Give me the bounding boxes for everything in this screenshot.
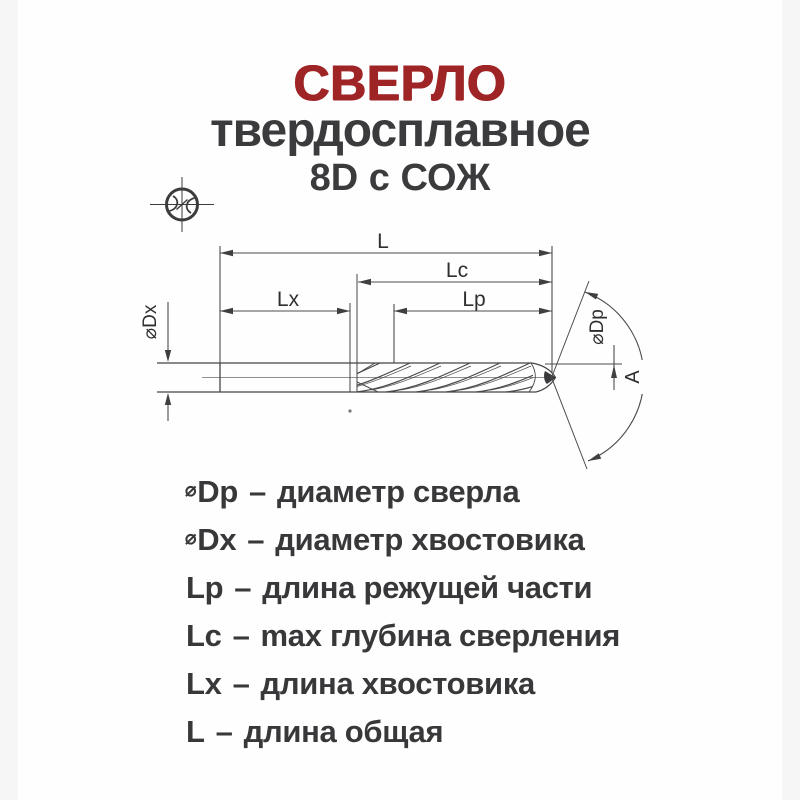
legend-item-lp (185, 563, 620, 611)
legend-label: Lp (186, 570, 224, 606)
legend-dash: – (215, 714, 233, 750)
legend-label: L (186, 714, 205, 750)
dim-label-max-depth: Lc (445, 259, 469, 282)
diameter-symbol: ⌀ (185, 528, 197, 549)
legend-dash: – (249, 474, 266, 510)
legend-dash: – (247, 522, 265, 558)
legend-label: Lx (186, 666, 222, 702)
dim-label-point-angle: A (622, 370, 644, 384)
legend-item-dp (185, 467, 620, 515)
legend-dash: – (232, 618, 250, 654)
legend-label: Dx (197, 522, 237, 558)
front-view-icon (150, 177, 214, 232)
legend (185, 467, 620, 755)
drill-body (157, 274, 556, 413)
page-subtitle: твердосплавное (210, 104, 590, 157)
legend-item-lx (185, 659, 620, 707)
diameter-symbol: ⌀ (185, 480, 197, 501)
legend-item-lc (185, 611, 620, 659)
dim-label-overall-length: L (377, 230, 389, 253)
page-spec-line: 8D с СОЖ (309, 157, 491, 199)
dim-label-drill-diameter: ⌀Dp (587, 309, 608, 345)
legend-label: Lc (186, 618, 222, 654)
dim-label-cutting-length: Lp (462, 288, 486, 311)
legend-item-dx (185, 515, 620, 563)
legend-dash: – (232, 666, 250, 702)
legend-item-l (185, 707, 620, 755)
legend-desc: диаметр хвостовика (275, 522, 585, 558)
dim-label-shank-diameter: ⌀Dx (140, 304, 161, 340)
dimension-lines (168, 246, 622, 421)
legend-desc: диаметр сверла (276, 474, 520, 510)
legend-dash: – (234, 570, 252, 606)
legend-label: Dp (197, 474, 238, 510)
legend-desc: длина хвостовика (260, 666, 535, 702)
dim-label-shank-length: Lx (276, 288, 300, 311)
page-title: СВЕРЛО (293, 55, 507, 111)
legend-desc: длина режущей части (262, 570, 593, 606)
legend-desc: max глубина сверления (260, 618, 621, 654)
legend-desc: длина общая (243, 714, 444, 750)
